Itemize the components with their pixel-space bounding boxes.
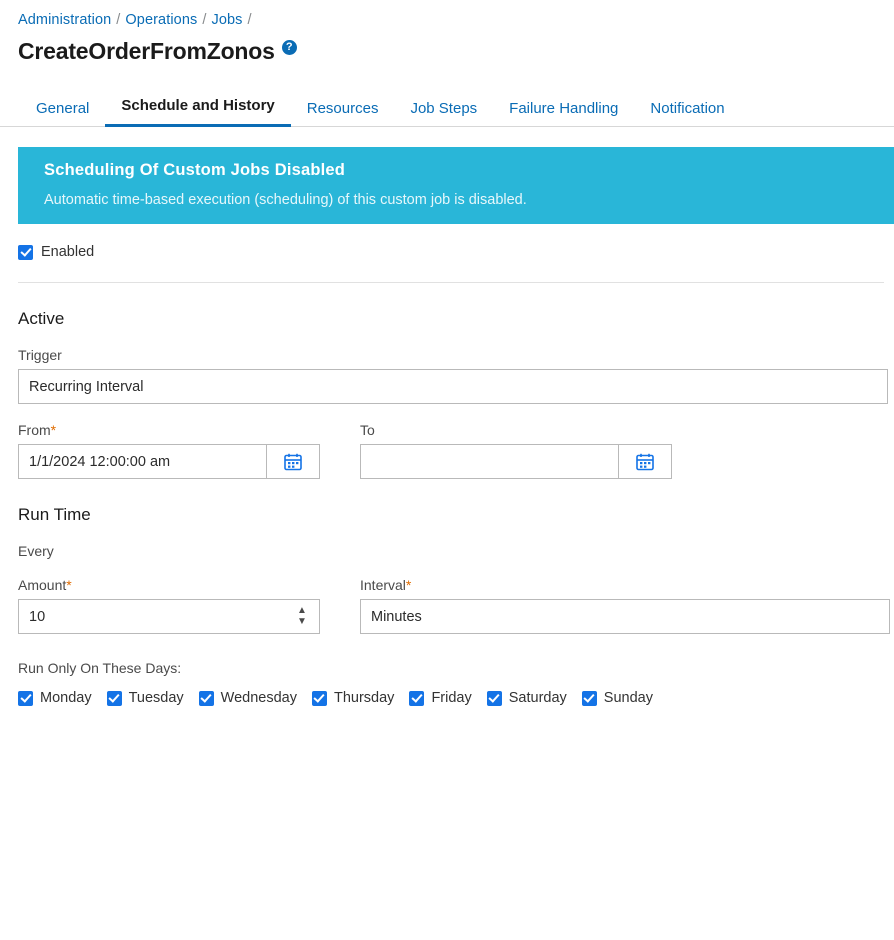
tab-failure-handling[interactable]: Failure Handling bbox=[509, 100, 619, 117]
breadcrumb-item-operations[interactable]: Operations bbox=[125, 12, 198, 28]
interval-label bbox=[360, 577, 411, 593]
breadcrumb-separator: / bbox=[202, 12, 207, 28]
to-label: To bbox=[360, 422, 375, 438]
checkbox-monday[interactable] bbox=[18, 691, 33, 706]
help-question-icon[interactable]: ? bbox=[282, 40, 297, 55]
from-to-labels bbox=[18, 422, 894, 438]
tab-notification[interactable]: Notification bbox=[650, 100, 725, 117]
interval-select[interactable] bbox=[360, 599, 890, 634]
amount-label-text: Amount bbox=[18, 577, 67, 593]
page-title: CreateOrderFromZonos bbox=[18, 38, 275, 64]
divider bbox=[18, 282, 884, 283]
amount-required-mark: * bbox=[66, 577, 72, 593]
calendar-icon bbox=[635, 452, 655, 472]
day-label-thursday: Thursday bbox=[333, 690, 395, 706]
breadcrumb bbox=[0, 0, 894, 28]
day-label-sunday: Sunday bbox=[603, 690, 653, 706]
day-label-monday: Monday bbox=[40, 690, 92, 706]
trigger-select[interactable] bbox=[18, 369, 888, 404]
from-label bbox=[18, 422, 360, 438]
amount-stepper-arrows[interactable]: ▲ ▼ bbox=[297, 605, 307, 627]
checkbox-tuesday[interactable] bbox=[107, 691, 122, 706]
day-label-wednesday: Wednesday bbox=[220, 690, 297, 706]
breadcrumb-separator: / bbox=[116, 12, 121, 28]
from-label-text: From bbox=[18, 422, 51, 438]
from-date-value: 1/1/2024 12:00:00 am bbox=[29, 453, 171, 470]
day-label-saturday: Saturday bbox=[508, 690, 567, 706]
checkbox-friday[interactable] bbox=[409, 691, 424, 706]
checkbox-thursday[interactable] bbox=[312, 691, 327, 706]
banner-message: Automatic time-based execution (scheduling) of this custom job is disabled. bbox=[44, 192, 527, 208]
tab-job-steps[interactable]: Job Steps bbox=[410, 100, 478, 117]
days-label: Run Only On These Days: bbox=[18, 660, 182, 676]
day-checkbox-wednesday[interactable] bbox=[199, 690, 297, 706]
trigger-label: Trigger bbox=[18, 347, 62, 363]
to-date-input[interactable] bbox=[360, 444, 618, 479]
page-title-row bbox=[0, 28, 894, 65]
scheduling-disabled-banner bbox=[18, 147, 894, 224]
checkbox-sunday[interactable] bbox=[582, 691, 597, 706]
interval-label-text: Interval bbox=[360, 577, 406, 593]
breadcrumb-separator: / bbox=[247, 12, 252, 28]
tab-resources[interactable]: Resources bbox=[306, 100, 379, 117]
day-label-friday: Friday bbox=[431, 690, 472, 706]
day-checkbox-thursday[interactable] bbox=[312, 690, 394, 706]
day-checkbox-tuesday[interactable] bbox=[107, 690, 184, 706]
to-calendar-button[interactable] bbox=[618, 444, 672, 479]
amount-stepper[interactable] bbox=[18, 599, 320, 634]
amount-value: 10 bbox=[29, 608, 46, 625]
banner-title: Scheduling Of Custom Jobs Disabled bbox=[44, 161, 346, 179]
calendar-icon bbox=[283, 452, 303, 472]
checkbox-wednesday[interactable] bbox=[199, 691, 214, 706]
day-checkbox-saturday[interactable] bbox=[487, 690, 567, 706]
day-checkbox-sunday[interactable] bbox=[582, 690, 653, 706]
amount-label bbox=[18, 577, 360, 593]
from-required-mark: * bbox=[50, 422, 57, 438]
amount-interval-labels bbox=[18, 577, 894, 593]
interval-value: Minutes bbox=[371, 608, 422, 625]
tab-bar bbox=[0, 87, 894, 127]
days-checkbox-group bbox=[18, 690, 894, 706]
day-checkbox-monday[interactable] bbox=[18, 690, 92, 706]
trigger-value: Recurring Interval bbox=[29, 378, 144, 395]
checkbox-enabled[interactable] bbox=[18, 245, 33, 260]
every-label: Every bbox=[18, 543, 54, 559]
amount-interval-row bbox=[18, 599, 894, 634]
day-checkbox-friday[interactable] bbox=[409, 690, 471, 706]
section-heading-active: Active bbox=[18, 309, 65, 328]
enabled-checkbox-row[interactable] bbox=[18, 244, 894, 260]
breadcrumb-item-administration[interactable]: Administration bbox=[18, 12, 112, 28]
day-label-tuesday: Tuesday bbox=[128, 690, 184, 706]
from-to-row bbox=[18, 444, 894, 479]
from-date-input[interactable] bbox=[18, 444, 266, 479]
checkbox-saturday[interactable] bbox=[487, 691, 502, 706]
to-field-group bbox=[360, 444, 680, 479]
tab-general[interactable]: General bbox=[36, 100, 90, 117]
enabled-label: Enabled bbox=[41, 244, 95, 260]
from-calendar-button[interactable] bbox=[266, 444, 320, 479]
tab-schedule-and-history[interactable]: Schedule and History bbox=[105, 97, 290, 127]
breadcrumb-item-jobs[interactable]: Jobs bbox=[211, 12, 243, 28]
interval-required-mark: * bbox=[405, 577, 412, 593]
from-field-group bbox=[18, 444, 360, 479]
section-heading-run-time: Run Time bbox=[18, 505, 91, 524]
